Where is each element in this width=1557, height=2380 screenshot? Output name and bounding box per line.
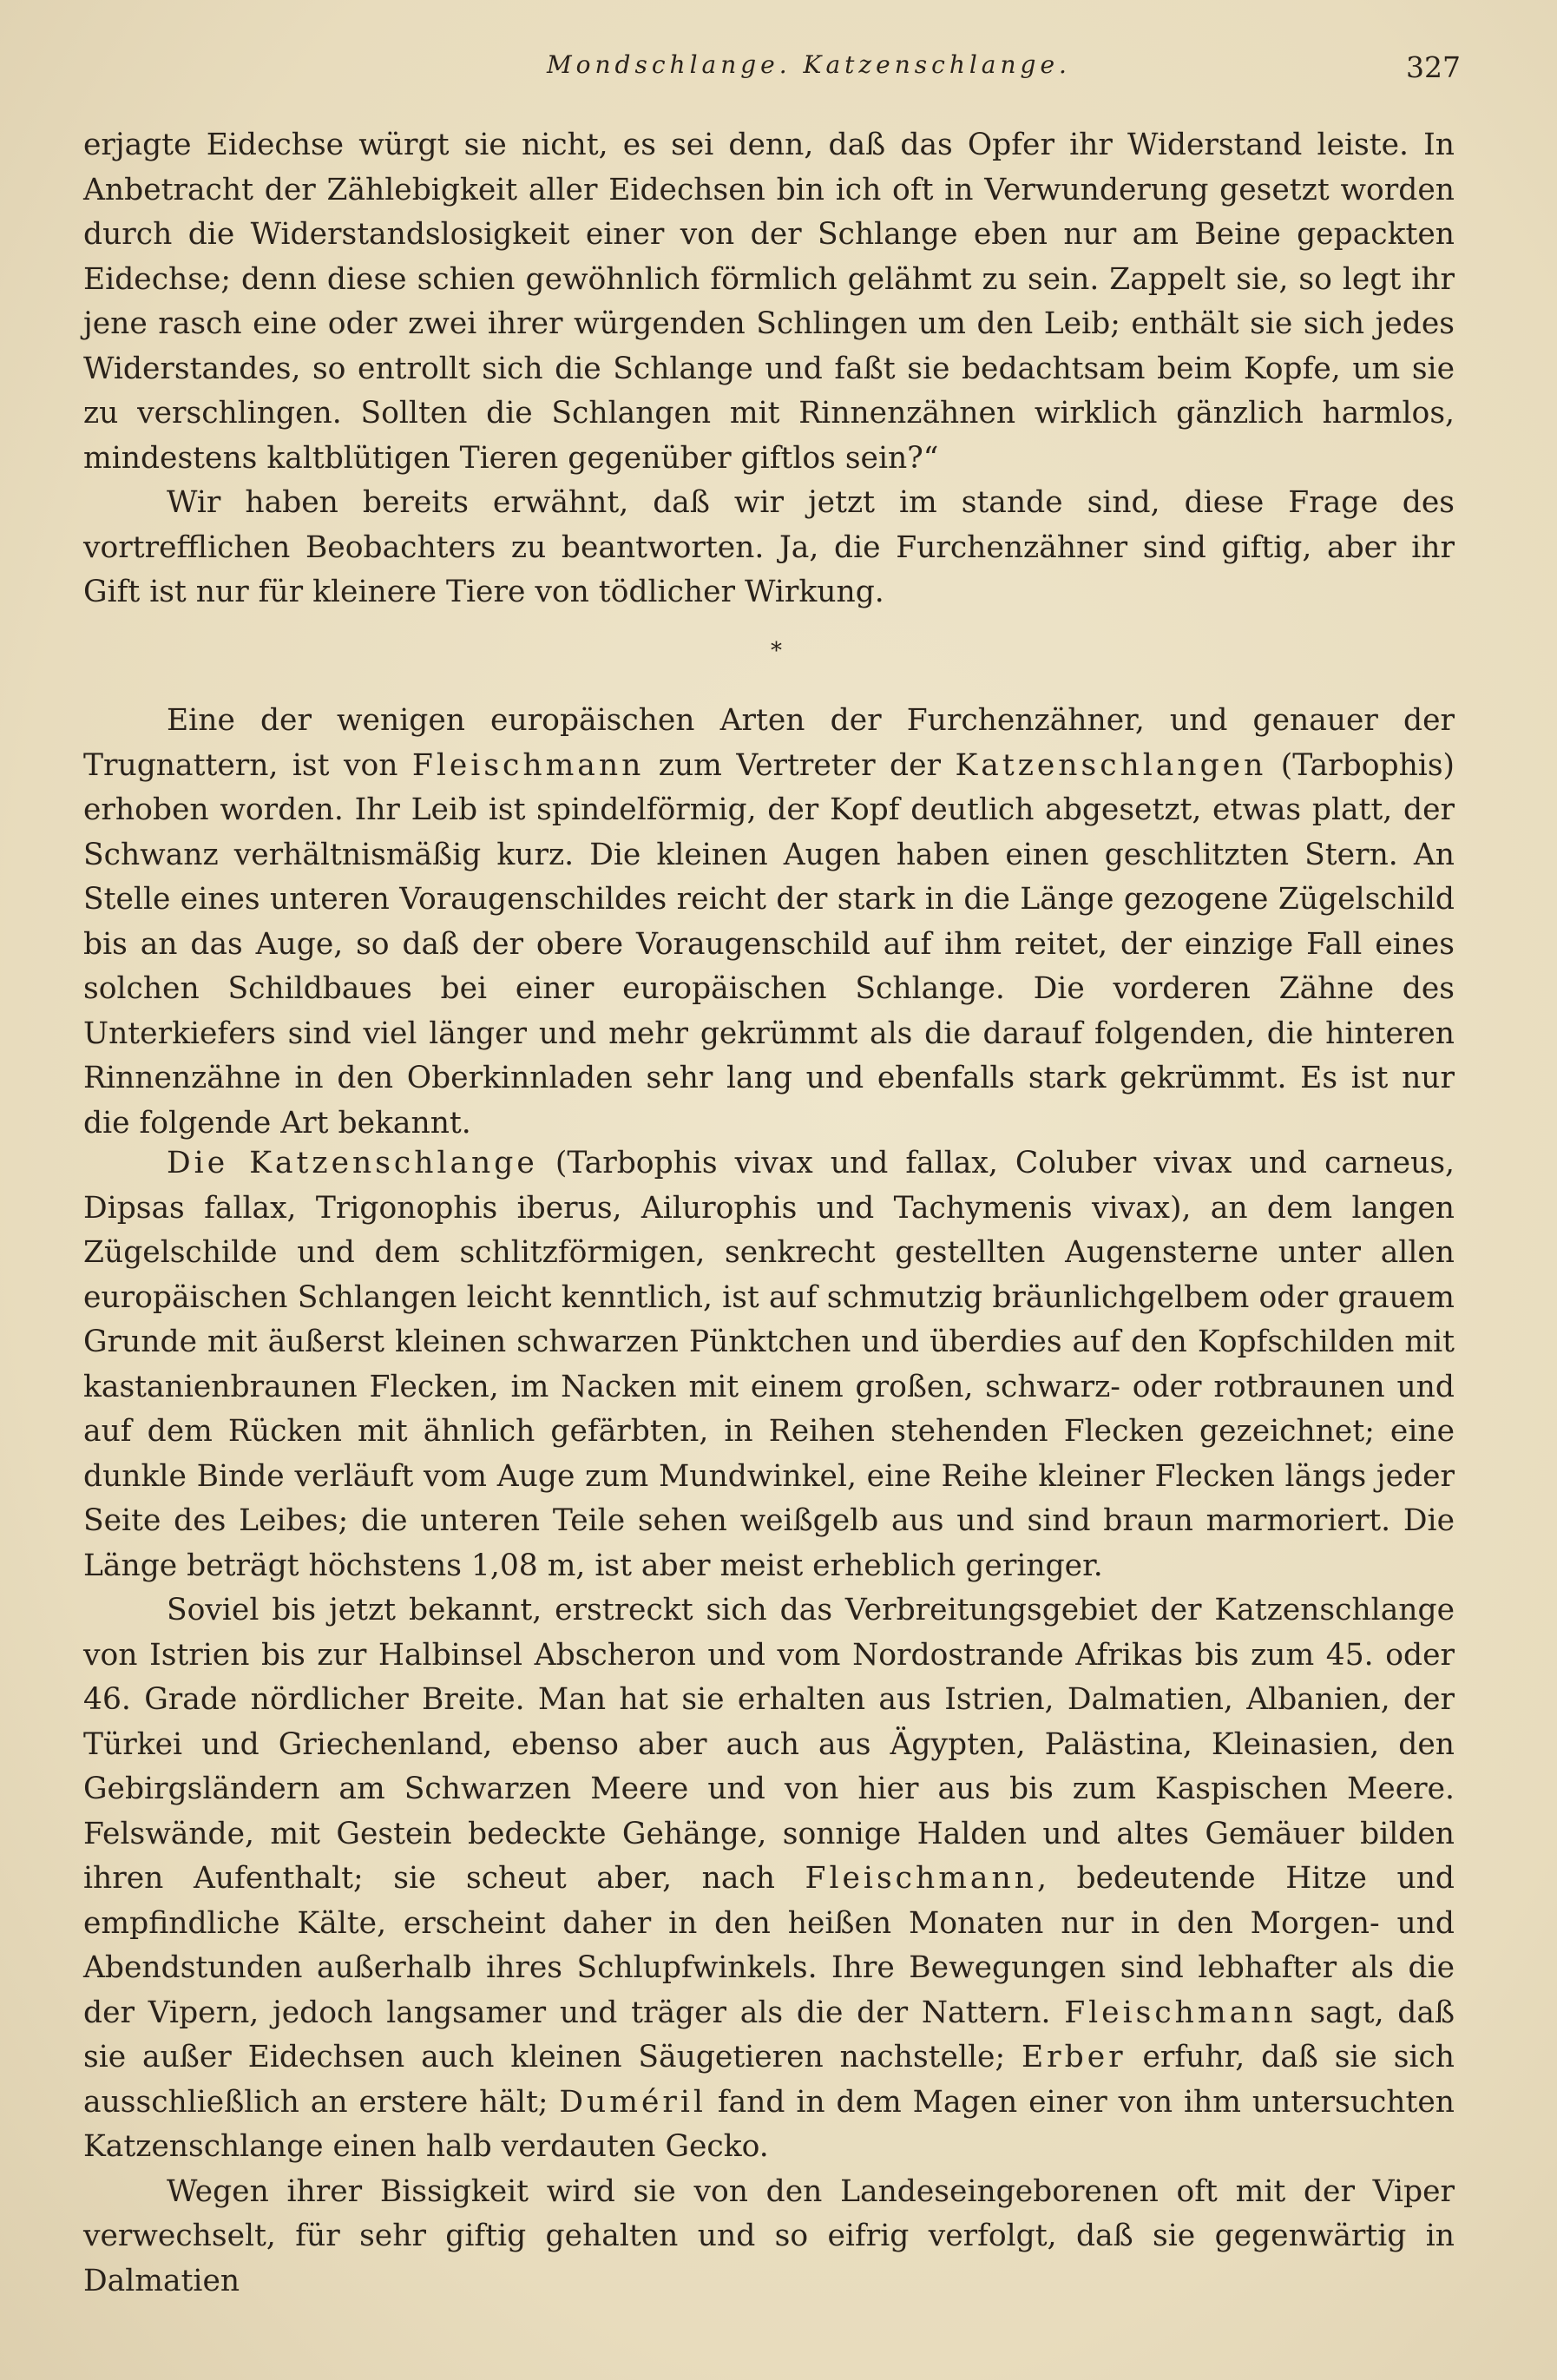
paragraph-5-part-b: , bedeutende Hitze und empfindliche Kälte, erscheint daher in den heißen Monaten nur in den Morgen- und Abendstunden außerhalb ihres Schlupfwinkels. Ihre Bewegungen sind lebhafter als die der Vipern, jedoch langsamer und träger als die der Nattern. <box>83 1861 1455 2030</box>
paragraph-4-text: (Tarbophis vivax und fallax, Coluber vivax und carneus, Dipsas fallax, Trigonophis iberus, Ailurophis und Tachymenis vivax), an dem langen Zügelschilde und dem schlitzförmigen, senkrecht gestellten Augensterne unter allen europäischen Schlangen leicht kenntlich, ist auf schmutzig bräunlichgelbem oder grauem Grunde mit äußerst kleinen schwarzen Pünktchen und überdies auf den Kopfschilden mit kastanienbraunen Flecken, im Nacken mit einem großen, schwarz- oder rotbraunen und auf dem Rücken mit ähnlich gefärbten, in Reihen stehenden Flecken gezeichnet; eine dunkle Binde verläuft vom Auge zum Mundwinkel, eine Reihe kleiner Flecken längs jeder Seite des Leibes; die unteren Teile sehen weißgelb aus und sind braun marmoriert. Die Länge beträgt höchstens 1,08 m, ist aber meist erheblich geringer. <box>83 1146 1455 1583</box>
paragraph-3 <box>83 699 1455 1146</box>
paragraph-3-part-b: zum Vertreter der <box>644 747 956 783</box>
author-name: Fleischmann <box>805 1861 1037 1896</box>
paragraph-5-part-e: fand in dem Magen einer von ihm untersuchten Katzenschlange einen halb verdauten Gecko. <box>83 2084 1455 2164</box>
paragraph-1: erjagte Eidechse würgt sie nicht, es sei denn, daß das Opfer ihr Widerstand leiste. In Anbetracht der Zählebigkeit aller Eidechsen bin ich oft in Verwunderung gesetzt worden durch die Widerstandslosigkeit einer von der Schlange eben nur am Beine gepackten Eidechse; denn diese schien gewöhnlich förmlich gelähmt zu sein. Zappelt sie, so legt ihr jene rasch eine oder zwei ihrer würgenden Schlingen um den Leib; enthält sie sich jedes Widerstandes, so entrollt sich die Schlange und faßt sie bedachtsam beim Kopfe, um sie zu verschlingen. Sollten die Schlangen mit Rinnenzähnen wirklich gänzlich harmlos, mindestens kaltblütigen Tieren gegenüber giftlos sein?“ <box>83 128 1455 476</box>
paragraph-3-part-a: Eine der wenigen europäischen Arten der Furchenzähner, und genauer der Trugnattern, ist von <box>83 703 1455 783</box>
author-name: Fleischmann <box>411 747 645 783</box>
paragraph-5-part-c: sagt, daß sie außer Eidechsen auch kleinen Säugetieren nachstelle; <box>83 1995 1455 2074</box>
author-name: Fleischmann <box>1064 1995 1297 2030</box>
page-number: 327 <box>1406 50 1461 84</box>
text-block-top <box>83 123 1455 615</box>
paragraph-4 <box>83 1141 1455 1588</box>
section-divider: * <box>771 638 782 664</box>
genus-name: Katzenschlangen <box>955 747 1267 783</box>
running-head: Mondschlange. Katzenschlange. <box>547 50 1071 79</box>
paragraph-5 <box>83 1588 1455 2170</box>
paragraph-3-part-c: (Tarbophis) erhoben worden. Ihr Leib ist spindelförmig, der Kopf deutlich abgesetzt, etwas platt, der Schwanz verhältnismäßig kurz. Die kleinen Augen haben einen geschlitzten Stern. An Stelle eines unteren Voraugenschildes reicht der stark in die Länge gezogene Zügelschild bis an das Auge, so daß der obere Voraugenschild auf ihm reitet, der einzige Fall eines solchen Schildbaues bei einer europäischen Schlange. Die vorderen Zähne des Unterkiefers sind viel länger und mehr gekrümmt als die darauf folgenden, die hinteren Rinnenzähne in den Oberkinnladen sehr lang und ebenfalls stark gekrümmt. Es ist nur die folgende Art bekannt. <box>83 747 1455 1141</box>
paragraph-5-part-d: erfuhr, daß sie sich ausschließlich an erstere hält; <box>83 2040 1455 2120</box>
paragraph-6: Wegen ihrer Bissigkeit wird sie von den Landeseingeborenen oft mit der Viper verwechselt, für sehr giftig gehalten und so eifrig verfolgt, daß sie gegenwärtig in Dalmatien <box>83 2173 1455 2298</box>
author-name: Duméril <box>559 2084 706 2120</box>
author-name: Erber <box>1021 2040 1127 2074</box>
paragraph-2: Wir haben bereits erwähnt, daß wir jetzt im stande sind, diese Frage des vortrefflichen Beobachters zu beantworten. Ja, die Furchenzähner sind giftig, aber ihr Gift ist nur für kleinere Tiere von tödlicher Wirkung. <box>83 485 1455 609</box>
paragraph-5-part-a: Soviel bis jetzt bekannt, erstreckt sich das Verbreitungsgebiet der Katzenschlange von Istrien bis zur Halbinsel Abscheron und vom Nordostrande Afrikas bis zum 45. oder 46. Grade nördlicher Breite. Man hat sie erhalten aus Istrien, Dalmatien, Albanien, der Türkei und Griechenland, ebenso aber auch aus Ägypten, Palästina, Kleinasien, den Gebirgsländern am Schwarzen Meere und von hier aus bis zum Kaspischen Meere. Felswände, mit Gestein bedeckte Gehänge, sonnige Halden und altes Gemäuer bilden ihren Aufenthalt; sie scheut aber, nach <box>83 1593 1455 1896</box>
text-block-species <box>83 1141 1455 2304</box>
text-block-genus <box>83 699 1455 1146</box>
species-title: Die Katzenschlange <box>167 1146 538 1180</box>
